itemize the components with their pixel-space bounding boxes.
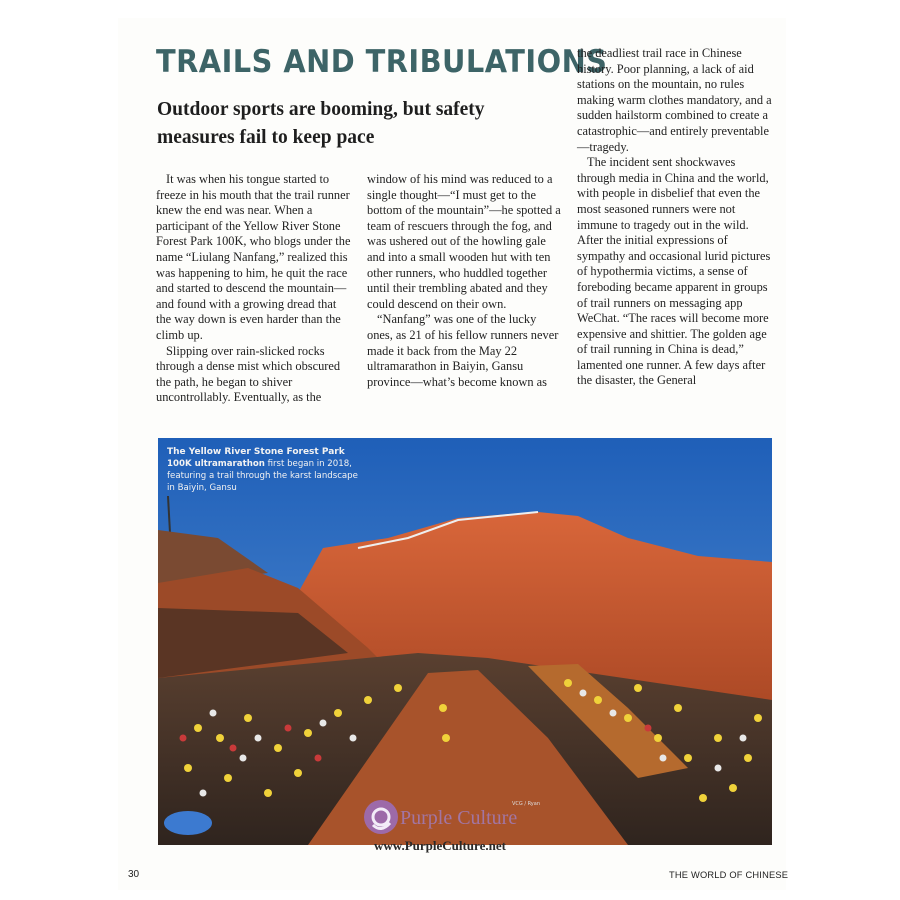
article-headline: TRAILS AND TRIBULATIONS (156, 44, 608, 80)
caption-bold: 100K ultramarathon (167, 459, 265, 469)
body-column-2 (367, 172, 563, 390)
photo-credit: VCG / Ryan (511, 801, 540, 807)
race-photo (158, 438, 772, 845)
publication-name: THE WORLD OF CHINESE (669, 870, 789, 880)
watermark-url: www.PurpleCulture.net (374, 838, 506, 853)
body-paragraph: window of his mind was reduced to a single thought—“I must get to the bottom of the mountain”—he spotted a team of rescuers through the fog, and was ushered out of the howling gale and into a small wooden hut with ten other runners, who huddled together until their trembling abated and they could descend on their own. (367, 172, 561, 311)
body-paragraph: The incident sent shockwaves through media in China and the world, with people in disbelief that even the most seasoned runners were not immune to tragedy out in the wild. After the initial expressions of sympathy and occasional lurid pictures of hypothermia victims, a sense of foreboding became apparent in groups of trail runners on messaging app WeChat. “The races will become more expensive and shittier. The golden age of trail running in China is dead,” lamented one runner. A few days after the disaster, the General (577, 155, 771, 388)
photo-caption (167, 446, 367, 494)
page-number: 30 (128, 869, 140, 880)
body-paragraph: the deadliest trail race in Chinese history. Poor planning, a lack of aid stations on the mountain, no rules making warm clothes mandatory, and a sudden hailstorm combined to create a catastrophic—and entirely preventable—tragedy. (577, 46, 772, 154)
watermark-name: Purple Culture (400, 807, 518, 829)
body-paragraph: Slipping over rain-slicked rocks through a dense mist which obscured the path, he began to shiver uncontrollably. Eventually, as the (156, 343, 341, 405)
watermark (362, 798, 552, 856)
race-photo-illustration (158, 438, 772, 845)
body-column-3 (577, 46, 775, 389)
caption-title: The Yellow River Stone Forest Park (167, 447, 345, 457)
body-column-1 (156, 172, 352, 406)
caption-text: first began in 2018, featuring a trail through the karst landscape in Baiyin, Gansu (167, 459, 358, 493)
body-paragraph: “Nanfang” was one of the lucky ones, as 21 of his fellow runners never made it back from the May 22 ultramarathon in Baiyin, Gansu province—what’s become known as (367, 312, 559, 389)
article-subhead: Outdoor sports are booming, but safety measures fail to keep pace (157, 99, 485, 148)
purple-culture-logo-icon (362, 798, 400, 836)
body-paragraph: It was when his tongue started to freeze in his mouth that the trail runner knew the end was near. When a participant of the Yellow River Stone Forest Park 100K, who blogs under the name “Liulang Nanfang,” realized this was happening to him, he quit the race and started to descend the mountain—and found with a growing dread that the way down is even harder than the climb up. (156, 172, 351, 342)
